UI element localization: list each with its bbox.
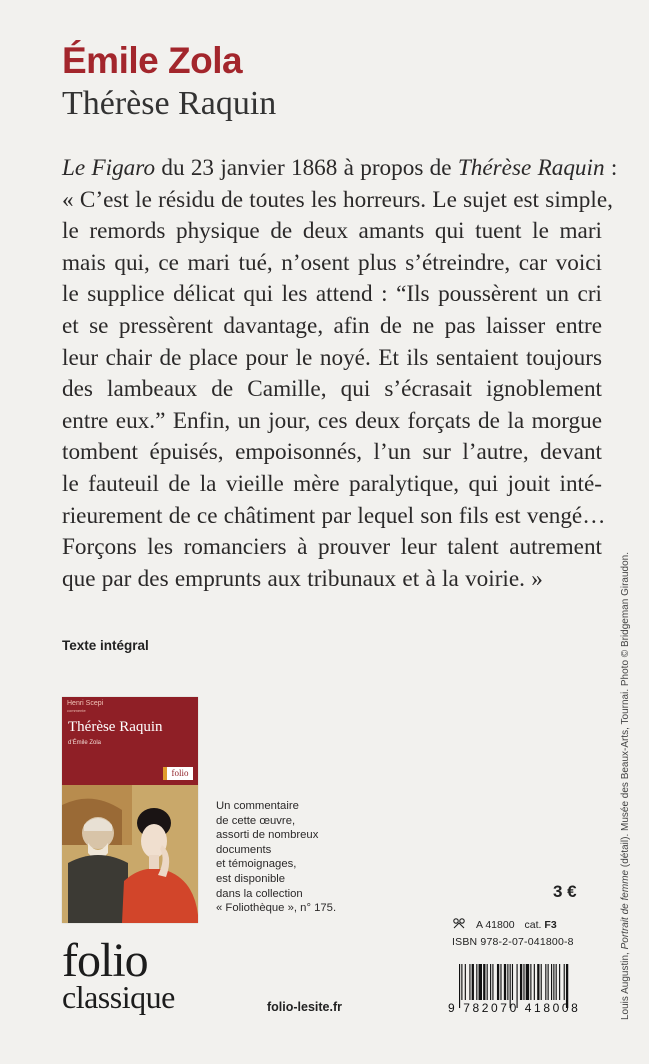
critic-excerpt — [62, 153, 618, 595]
book-title-inline: Thérèse Raquin — [457, 155, 605, 181]
price-label: 3 € — [553, 882, 577, 901]
barcode-bar — [487, 964, 488, 1000]
newspaper-name: Le Figaro — [62, 155, 156, 181]
excerpt-line: tombent épuisés, empoisonnés, l’un sur l’autre, devant — [62, 439, 602, 466]
cover-subtitle: commente — [67, 708, 86, 713]
excerpt-line: que par des emprunts aux tribunaux et à la voirie. » — [62, 565, 543, 592]
folio-classique-logo — [62, 934, 175, 1015]
barcode-bar — [472, 964, 474, 1000]
foliotheque-cover-image — [62, 697, 198, 923]
author-name: Émile Zola — [62, 40, 243, 81]
barcode-bar — [479, 964, 482, 1000]
barcode-bar — [507, 964, 508, 1000]
barcode-bar — [497, 964, 499, 1000]
cover-illustration — [62, 785, 198, 923]
price-category: cat. F3 — [524, 919, 557, 931]
catalog-code-row — [452, 918, 557, 931]
excerpt-line: le supplice délicat qui les attend : “Ils poussèrent un cri — [62, 281, 602, 308]
commentary-line: dans la collection — [216, 887, 303, 900]
excerpt-line: le fauteuil de la vieille mère paralytique, qui jouit inté- — [62, 470, 602, 497]
commentary-line: assorti de nombreux — [216, 829, 319, 842]
barcode-bar — [541, 964, 542, 1000]
barcode-digits: 9 782070 418008 — [448, 1001, 581, 1015]
cover-title: Thérèse Raquin — [68, 719, 163, 735]
barcode-bar — [492, 964, 493, 1000]
barcode-bar — [490, 964, 491, 1000]
commentary-line: de cette œuvre, — [216, 814, 296, 827]
cover-by-line: d’Émile Zola — [68, 740, 102, 746]
excerpt-line: entre eux.” Enfin, un jour, ces deux forçats de la morgue — [62, 407, 602, 434]
excerpt-line: Forçons les romanciers à prouver leur talent autrement — [62, 534, 602, 561]
excerpt-line: « C’est le résidu de toutes les horreurs. Le sujet est simple, — [62, 186, 613, 213]
barcode-bar — [526, 964, 529, 1000]
commentary-line: est disponible — [216, 872, 286, 885]
full-text-label: Texte intégral — [62, 638, 149, 653]
foliotheque-commentary — [216, 799, 376, 916]
cover-folio-logo: folio — [163, 767, 193, 780]
excerpt-line: leur chair de place pour le noyé. Et ils sentaient toujours — [62, 344, 602, 371]
barcode-bar — [520, 964, 522, 1000]
barcode-bar — [545, 964, 546, 1000]
barcode-bar — [461, 964, 462, 1000]
barcode-bar — [483, 964, 485, 1000]
excerpt-line: et se pressèrent davantage, afin de ne pas laisser entre — [62, 312, 602, 339]
commentary-line: « Foliothèque », n° 175. — [216, 902, 337, 915]
catalog-number: A 41800 — [476, 919, 515, 931]
excerpt-line: rieurement de ce châtiment par lequel son fils est vengé… — [62, 502, 606, 529]
barcode-bar — [534, 964, 535, 1000]
excerpt-line: mais qui, ce mari tué, n’osent plus s’étreindre, car voici — [62, 249, 602, 276]
barcode-bar — [523, 964, 524, 1000]
excerpt-line: des lambeaux de Camille, qui s’écrasait ignoblement — [62, 376, 602, 403]
barcode-bar — [551, 964, 552, 1000]
cover-header-band — [62, 697, 198, 785]
collection-name: classique — [62, 979, 175, 1015]
barcode-bar — [548, 964, 549, 1000]
barcode-bar — [564, 964, 565, 1000]
barcode-bar — [559, 964, 560, 1000]
book-title: Thérèse Raquin — [62, 85, 277, 122]
commentary-line: documents — [216, 843, 272, 856]
commentary-line: Un commentaire — [216, 800, 299, 812]
barcode-bar — [504, 964, 506, 1000]
barcode — [448, 964, 594, 1024]
excerpt-line: le remords physique de deux amants qui tuent le mari — [62, 218, 602, 245]
folio-wordmark: folio — [62, 934, 148, 987]
barcode-bar — [556, 964, 557, 1000]
barcode-bar — [500, 964, 501, 1000]
barcode-bar — [469, 964, 470, 1000]
cover-author: Henri Scepi — [67, 700, 104, 707]
barcode-bar — [512, 964, 513, 1000]
publisher-website: folio-lesite.fr — [267, 1000, 343, 1014]
publisher-mark-icon — [452, 918, 466, 929]
excerpt-line: Le Figaro du 23 janvier 1868 à propos de Thérèse Raquin : — [62, 155, 618, 181]
commentary-line: et témoignages, — [216, 858, 297, 871]
isbn-number: ISBN 978-2-07-041800-8 — [452, 936, 574, 948]
barcode-bar — [530, 964, 531, 1000]
barcode-bar — [465, 964, 466, 1000]
image-credit: Louis Augustin, Portrait de femme (détail). Musée des Beaux-Arts, Tournai. Photo © Bridgeman Giraudon. — [620, 552, 631, 1020]
barcode-bar — [537, 964, 539, 1000]
barcode-bar — [553, 964, 554, 1000]
barcode-bar — [476, 964, 477, 1000]
